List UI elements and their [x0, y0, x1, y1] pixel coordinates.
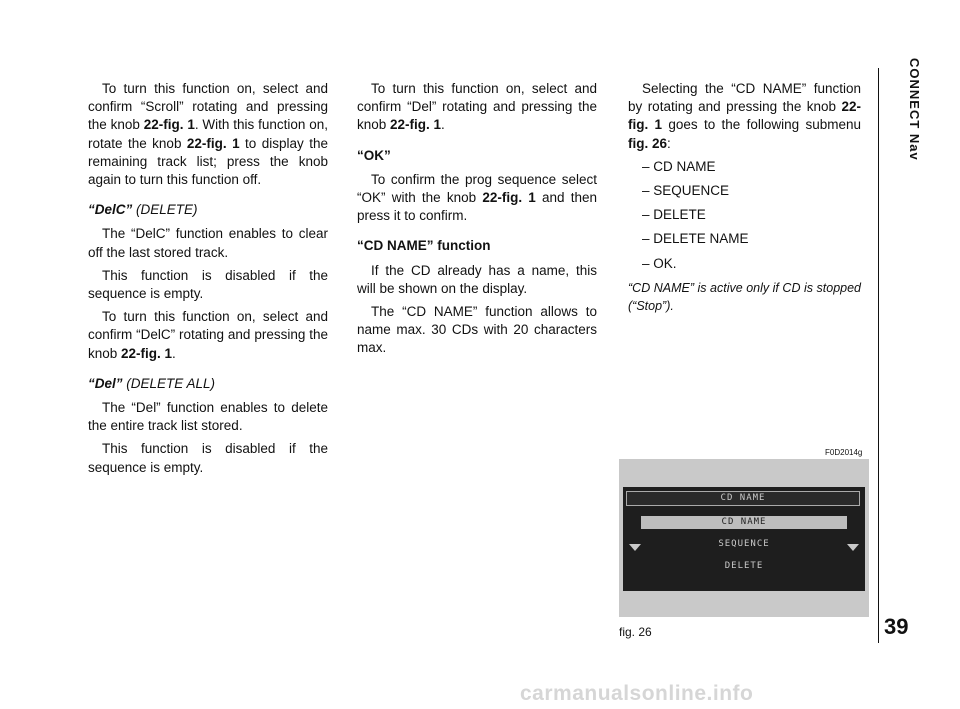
- paragraph: [357, 80, 597, 135]
- menu-row: DELETE: [724, 561, 764, 571]
- heading-rest: (DELETE ALL): [122, 375, 216, 391]
- display-screen: [623, 487, 865, 591]
- figure-26-display: [619, 459, 869, 617]
- figure-caption: fig. 26: [619, 625, 652, 639]
- text: To confirm the prog sequence select “OK” with the knob: [357, 171, 597, 206]
- text: To turn this function on, select and confirm “Del” rotating and pressing the knob: [357, 81, 597, 133]
- paragraph: This function is disabled if the sequence is empty.: [88, 267, 328, 302]
- list-item: – SEQUENCE: [642, 183, 730, 199]
- page-number: 39: [884, 614, 909, 639]
- arrow-down-right-icon: [847, 544, 859, 551]
- paragraph: The “DelC” function enables to clear off the last stored track.: [88, 226, 328, 260]
- paragraph: This function is disabled if the sequence is empty.: [88, 441, 328, 475]
- fig-reference: 22-fig. 1: [482, 190, 536, 206]
- text: and then press it to confirm.: [357, 190, 597, 224]
- text: Selecting the “CD NAME” function by rotating and pressing the knob: [628, 81, 861, 115]
- text-column-2: [357, 80, 597, 363]
- section-heading-del: [88, 375, 328, 393]
- section-heading-delc: [88, 201, 328, 219]
- paragraph: [628, 80, 861, 153]
- list-item: – DELETE: [642, 207, 706, 223]
- paragraph: The “CD NAME” function allows to name max. 30 CDs with 20 characters max.: [357, 304, 597, 356]
- list-item: – OK.: [642, 255, 677, 271]
- fig-reference: fig. 26: [628, 135, 668, 151]
- side-rule: [878, 68, 879, 643]
- fig-reference: 22-fig. 1: [143, 117, 195, 133]
- text: goes to the following submenu: [662, 117, 861, 133]
- arrow-down-left-icon: [629, 544, 641, 551]
- section-title: CONNECT Nav: [907, 58, 922, 161]
- text: .: [441, 117, 445, 133]
- fig-reference: 22-fig. 1: [390, 117, 442, 133]
- heading-bold: “Del”: [88, 375, 123, 391]
- text-column-3: [628, 80, 861, 320]
- paragraph: If the CD already has a name, this will be shown on the display.: [357, 262, 597, 296]
- section-heading-cd-name: “CD NAME” function: [357, 238, 491, 254]
- note: “CD NAME” is active only if CD is stopped (“Stop”).: [628, 280, 861, 314]
- list-item: – DELETE NAME: [642, 231, 749, 247]
- fig-reference: 22-fig. 1: [186, 135, 240, 151]
- fig-reference: 22-fig. 1: [121, 345, 173, 361]
- watermark: carmanualsonline.info: [520, 682, 754, 705]
- section-heading-ok: “OK”: [357, 147, 391, 163]
- text: :: [667, 135, 671, 151]
- text: .: [172, 345, 176, 361]
- text: to display the remaining track list; press the knob again to turn this function off.: [88, 135, 328, 188]
- paragraph: The “Del” function enables to delete the entire track list stored.: [88, 400, 328, 434]
- paragraph: [88, 308, 328, 363]
- heading-bold: “DelC”: [88, 202, 133, 218]
- fig-reference: 22-fig. 1: [628, 99, 861, 133]
- menu-row-selected: CD NAME: [641, 516, 847, 529]
- text-column-1: [88, 80, 328, 482]
- list-item: – CD NAME: [642, 158, 716, 174]
- menu-row: SEQUENCE: [718, 539, 770, 549]
- display-title: CD NAME: [626, 491, 860, 506]
- heading-rest: (DELETE): [132, 202, 198, 218]
- text: . With this function on, rotate the knob: [88, 117, 329, 151]
- figure-code: F0D2014g: [825, 448, 863, 457]
- text: To turn this function on, select and confirm “Scroll” rotating and pressing the knob: [88, 81, 328, 133]
- paragraph: [357, 171, 597, 226]
- text: To turn this function on, select and confirm “DelC” rotating and pressing the knob: [88, 309, 328, 361]
- paragraph: [88, 80, 328, 189]
